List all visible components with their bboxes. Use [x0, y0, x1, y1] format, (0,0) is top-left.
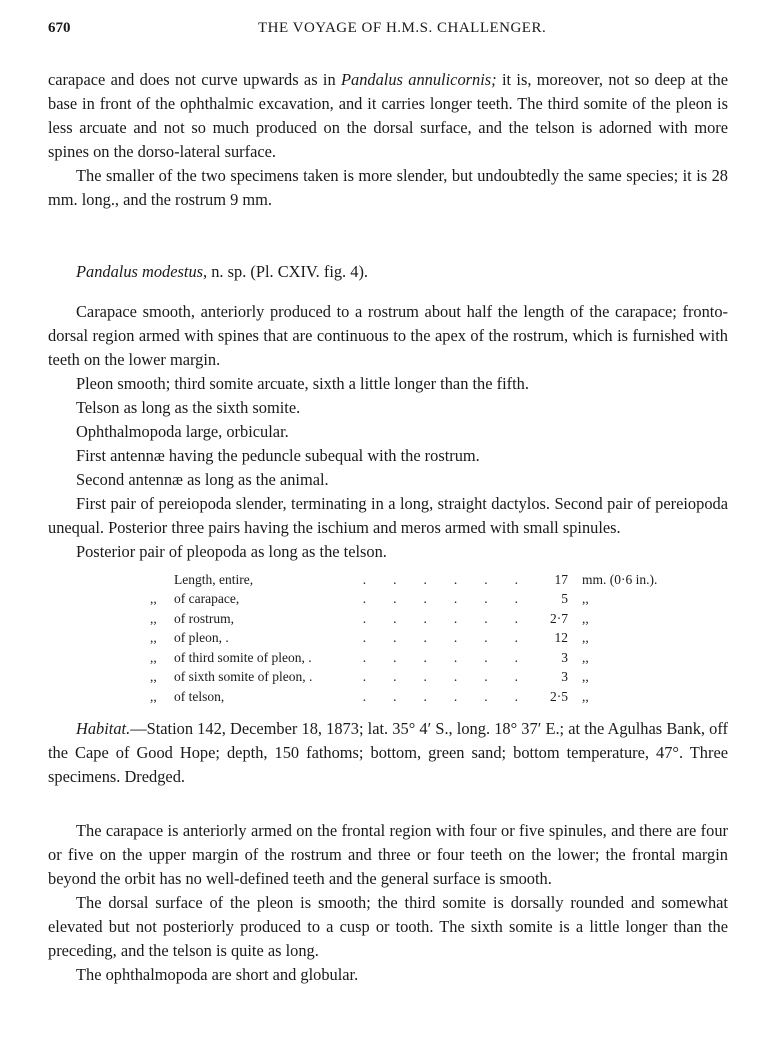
measurement-row [138, 570, 657, 590]
running-header [48, 20, 728, 44]
leader-dots: . . . . . . [362, 669, 518, 685]
species-heading [48, 260, 728, 284]
measurement-value: 3 [561, 649, 568, 665]
species-name: Pandalus annulicornis; [341, 70, 497, 89]
ditto-mark: ,, [150, 591, 157, 607]
leader-dots: . . . . . . [362, 649, 518, 665]
measurement-unit: ,, [582, 630, 589, 646]
measurement-row [138, 629, 657, 649]
remarks-paragraph: The dorsal surface of the pleon is smooth; the third somite is dorsally rounded and somewhat elevated but not posteriorly produced to a cusp or tooth. The sixth somite is a little longer than the preceding, and the telson is quite as long. [48, 892, 728, 960]
running-title: THE VOYAGE OF H.M.S. CHALLENGER. [258, 20, 547, 36]
measurement-label [138, 629, 343, 649]
label-text: of third somite of pleon, . [174, 649, 312, 665]
measurement-row [138, 590, 657, 610]
text: , n. sp. (Pl. CXIV. fig. 4). [203, 262, 369, 281]
remarks-paragraph: The ophthalmopoda are short and globular. [76, 964, 359, 984]
measurement-value: 12 [554, 630, 568, 646]
leader-dots: . . . . . . [362, 591, 518, 607]
leader-dots: . . . . . . [362, 610, 518, 626]
measurement-row [138, 687, 657, 707]
ditto-mark: ,, [150, 669, 157, 685]
habitat-label: Habitat. [76, 718, 131, 738]
text: —Station 142, December 18, 1873; lat. 35° 4′ S., long. 18° 37′ E.; at the Agulhas Bank, off the Cape of Good Hope; depth, 150 fathoms; bottom, green sand; bottom temperature, 47°. Three specimens. Dredged. [48, 718, 728, 786]
measurement-value: 3 [561, 669, 568, 685]
ditto-mark: ,, [150, 649, 157, 665]
label-text: of sixth somite of pleon, . [174, 669, 313, 685]
measurement-value: 17 [554, 571, 568, 587]
text: carapace and does not curve upwards as in [48, 70, 342, 89]
measurement-label [138, 668, 343, 688]
measurement-value: 5 [561, 591, 568, 607]
ditto-mark: ,, [150, 688, 157, 704]
label-text: of rostrum, [174, 610, 234, 626]
description-paragraph: Carapace smooth, anteriorly produced to a rostrum about half the length of the carapace; fronto-dorsal region armed with spines that are continuous to the apex of the rostrum, which is furnished with teeth on the lower margin. [48, 302, 728, 369]
species-name: Pandalus modestus [76, 262, 204, 281]
description-paragraph: First pair of pereiopoda slender, terminating in a long, straight dactylos. Second pair of pereiopoda unequal. Posterior three pairs having the ischium and meros armed with small spinules. [48, 494, 728, 537]
ditto-mark: ,, [150, 630, 157, 646]
label-text: of telson, [174, 688, 225, 704]
measurement-unit: mm. (0·6 in.). [582, 571, 658, 587]
label-text: Length, entire, [174, 571, 254, 587]
measurement-unit: ,, [582, 649, 589, 665]
page-body [48, 68, 728, 987]
description-paragraph: Second antennæ as long as the animal. [76, 470, 329, 489]
remarks-paragraph: The carapace is anteriorly armed on the frontal region with four or five spinules, and there are four or five on the upper margin of the rostrum and three or four teeth on the lower; the frontal margin beyond the orbit has no well-defined teeth and the general surface is smooth. [48, 820, 728, 888]
leader-dots: . . . . . . [362, 571, 518, 587]
measurements-table [138, 570, 657, 707]
measurement-label [138, 609, 343, 629]
measurement-value: 2·5 [550, 688, 568, 704]
text: it is, moreover, not so deep at the base in front of the ophthalmic excavation, and it carries longer teeth. The third somite of the pleon is less arcuate and not so much produced on the dorsal surface, and the telson is adorned with more spines on the dorso-lateral surface. [48, 70, 729, 161]
description-paragraph: First antennæ having the peduncle subequal with the rostrum. [76, 446, 480, 465]
description-paragraph: Posterior pair of pleopoda as long as the telson. [76, 542, 387, 561]
measurement-row [138, 609, 657, 629]
measurement-row [138, 668, 657, 688]
leader-dots: . . . . . . [362, 630, 518, 646]
measurement-unit: ,, [582, 688, 589, 704]
ditto-mark: ,, [150, 610, 157, 626]
measurement-label [138, 687, 343, 707]
measurement-label [138, 590, 343, 610]
page-number: 670 [48, 20, 71, 36]
continued-paragraph [48, 68, 728, 164]
measurement-unit: ,, [582, 669, 589, 685]
measurement-unit: ,, [582, 610, 589, 626]
measurement-unit: ,, [582, 591, 589, 607]
label-text: of pleon, . [174, 630, 229, 646]
label-text: of carapace, [174, 591, 240, 607]
leader-dots: . . . . . . [362, 688, 518, 704]
measurement-row [138, 648, 657, 668]
description-paragraph: Telson as long as the sixth somite. [76, 398, 301, 417]
measurement-label [138, 648, 343, 668]
description-paragraph: Ophthalmopoda large, orbicular. [76, 422, 289, 441]
description-paragraph: Pleon smooth; third somite arcuate, sixth a little longer than the fifth. [76, 374, 529, 393]
habitat-paragraph [48, 717, 728, 789]
paragraph: The smaller of the two specimens taken is more slender, but undoubtedly the same species; it is 28 mm. long., and the rostrum 9 mm. [48, 166, 728, 209]
measurement-value: 2·7 [550, 610, 568, 626]
measurement-label [138, 570, 343, 590]
